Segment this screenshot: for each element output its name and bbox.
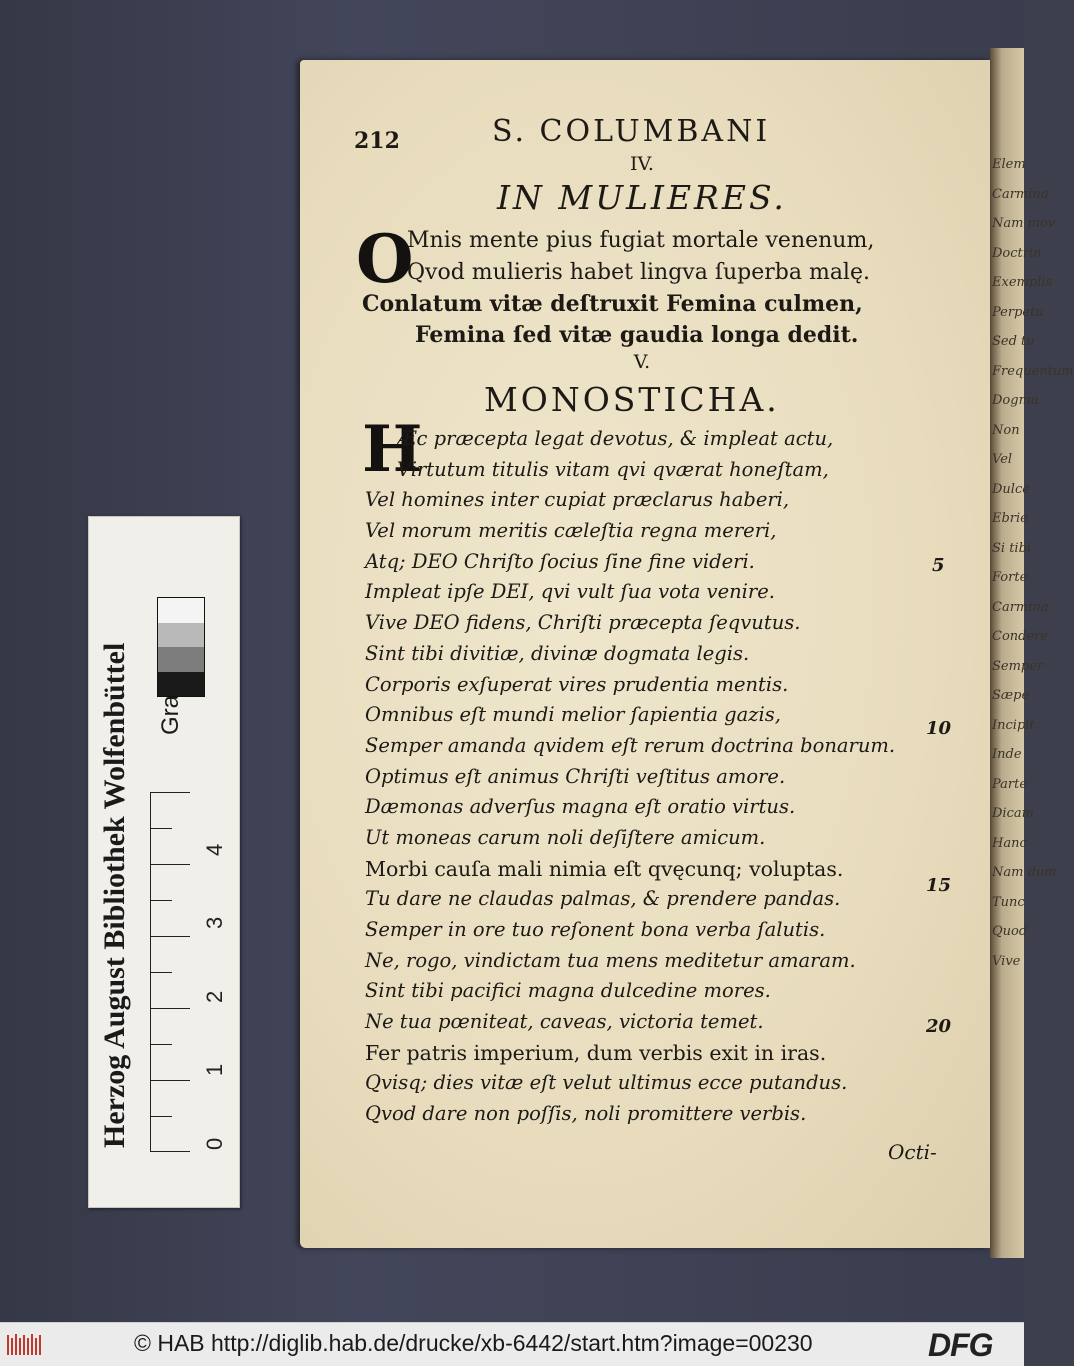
monosticha-verses xyxy=(365,427,895,1133)
next-page-fragment: Inde xyxy=(992,747,1022,762)
ruler-number: 4 xyxy=(202,843,227,856)
next-page-fragment: Elem xyxy=(992,157,1026,172)
verse-line: Fer patris imperium, dum verbis exit in iras. xyxy=(365,1040,827,1065)
next-page-fragment: Doctrin xyxy=(992,245,1042,261)
section-title-in-mulieres: IN MULIERES. xyxy=(497,178,787,217)
gray-scale-swatches xyxy=(157,597,205,697)
footer-copyright-link[interactable]: © HAB http://diglib.hab.de/drucke/xb-6442/start.htm?image=00230 xyxy=(134,1330,813,1356)
next-page-fragment: Carmina xyxy=(992,599,1049,615)
verse-line: Tu dare ne claudas palmas, & prendere pandas. xyxy=(365,887,841,911)
verse-line: Qvod dare non poſſis, noli promittere verbis. xyxy=(365,1102,807,1126)
line-number: 5 xyxy=(932,555,945,576)
next-page-fragment: Hanc xyxy=(992,835,1027,851)
ruler-number: 1 xyxy=(202,1063,227,1076)
verse-line: Vel morum meritis cæleſtia regna mereri, xyxy=(365,519,777,543)
section-numeral-v: V. xyxy=(633,351,651,373)
page-number: 212 xyxy=(354,128,400,154)
verse-line: Vel homines inter cupiat præclarus haberi, xyxy=(365,488,790,512)
swatch-black xyxy=(158,672,204,697)
verse-line: Mnis mente pius fugiat mortale venenum, xyxy=(407,228,875,253)
catchword: Octi- xyxy=(888,1140,937,1164)
next-page-text xyxy=(992,150,1074,976)
swatch-dark-gray xyxy=(158,647,204,672)
verse-line: Sint tibi divitiæ, divinæ dogmata legis. xyxy=(365,641,750,665)
verse-line: Æc præcepta legat devotus, & impleat actu, xyxy=(397,427,834,450)
scale-card-institution: Herzog August Bibliothek Wolfenbüttel xyxy=(98,642,131,1148)
drop-capital-o: O xyxy=(356,220,414,298)
dfg-logo: DFG xyxy=(928,1327,993,1363)
next-page-fragment: Non xyxy=(992,422,1020,438)
next-page-fragment: Condere xyxy=(992,629,1049,644)
section-numeral-iv: IV. xyxy=(630,153,654,175)
next-page-fragment: Vel xyxy=(992,452,1013,467)
next-page-fragment: Frequentum xyxy=(992,363,1074,379)
line-number: 20 xyxy=(926,1016,952,1037)
next-page-fragment: Parte xyxy=(992,776,1028,792)
next-page-fragment: Semper xyxy=(992,658,1044,674)
verse-line: Ne tua pœniteat, caveas, victoria temet. xyxy=(365,1010,764,1034)
next-page-fragment: Incipit xyxy=(992,717,1035,733)
swatch-white xyxy=(158,598,204,623)
line-number: 10 xyxy=(926,718,952,739)
drop-capital-h: H xyxy=(362,412,423,487)
next-page-fragment: Dogma xyxy=(992,393,1039,408)
next-page-fragment: Exemplis xyxy=(992,275,1053,290)
next-page-fragment: Quod xyxy=(992,924,1028,939)
verse-line: Corporis exſuperat vires prudentia mentis. xyxy=(365,672,789,696)
verse-line: Atq; DEO Chriſto ſocius ſine fine videri. xyxy=(365,549,755,573)
verse-line: Qvisq; dies vitæ eſt velut ultimus ecce putandus. xyxy=(365,1071,848,1095)
verse-line: Semper in ore tuo reſonent bona verba ſalutis. xyxy=(365,918,826,941)
ruler-number: 3 xyxy=(202,916,227,929)
next-page-fragment: Dicam xyxy=(992,806,1034,821)
next-page-fragment: Si tibi xyxy=(992,540,1032,556)
next-page-fragment: Carmina xyxy=(992,186,1049,202)
next-page-fragment: Sæpe xyxy=(992,688,1030,703)
verse-line: Optimus eſt animus Chriſti veſtitus amore. xyxy=(365,764,786,788)
verse-line: Impleat ipſe DEI, qvi vult ſua vota venire. xyxy=(365,580,775,604)
verse-line: Semper amanda qvidem eſt rerum doctrina bonarum. xyxy=(365,733,896,757)
verse-line: Ne, rogo, vindictam tua mens meditetur amaram. xyxy=(365,948,856,972)
verse-line: Morbi cauſa mali nimia eſt qvęcunq; voluptas. xyxy=(365,856,844,881)
footer-bar xyxy=(0,1322,1024,1366)
next-page-fragment: Nam dum xyxy=(992,865,1057,880)
section-title-monosticha: MONOSTICHA. xyxy=(484,380,780,419)
verse-line: Virtutum titulis vitam qvi qværat honeſtam, xyxy=(397,457,829,481)
next-page-fragment: Tunc xyxy=(992,894,1025,910)
verse-line: Femina ſed vitæ gaudia longa dedit. xyxy=(415,322,859,348)
verse-line: Omnibus eſt mundi melior ſapientia gazis, xyxy=(365,703,781,727)
verse-line: Ut moneas carum noli deſiſtere amicum. xyxy=(365,825,766,849)
next-page-fragment: Ebrie xyxy=(992,511,1028,526)
verse-line: Conlatum vitæ deſtruxit Femina culmen, xyxy=(362,291,863,317)
next-page-fragment: Dulce xyxy=(992,481,1030,497)
next-page-fragment: Perpetu xyxy=(992,304,1044,320)
verse-line: Dæmonas adverſus magna eſt oratio virtus. xyxy=(365,795,796,819)
next-page-fragment: Nam mov xyxy=(992,216,1056,231)
next-page-fragment: Forte xyxy=(992,570,1028,585)
hab-logo-icon xyxy=(6,1332,46,1358)
verse-line: Sint tibi pacifici magna dulcedine mores. xyxy=(365,979,771,1003)
verse-line: Qvod mulieris habet lingva ſuperba malę. xyxy=(407,260,870,285)
next-page-fragment: Sed tu xyxy=(992,334,1035,349)
ruler-ticks xyxy=(150,792,190,1152)
ruler-number: 2 xyxy=(202,990,227,1003)
ruler-number: 0 xyxy=(202,1137,227,1150)
verse-line: Vive DEO fidens, Chriſti præcepta ſeqvutus. xyxy=(365,611,801,635)
swatch-light-gray xyxy=(158,623,204,648)
next-page-fragment: Vive xyxy=(992,953,1021,969)
line-number: 15 xyxy=(926,875,952,896)
running-head: S. COLUMBANI xyxy=(492,114,771,149)
